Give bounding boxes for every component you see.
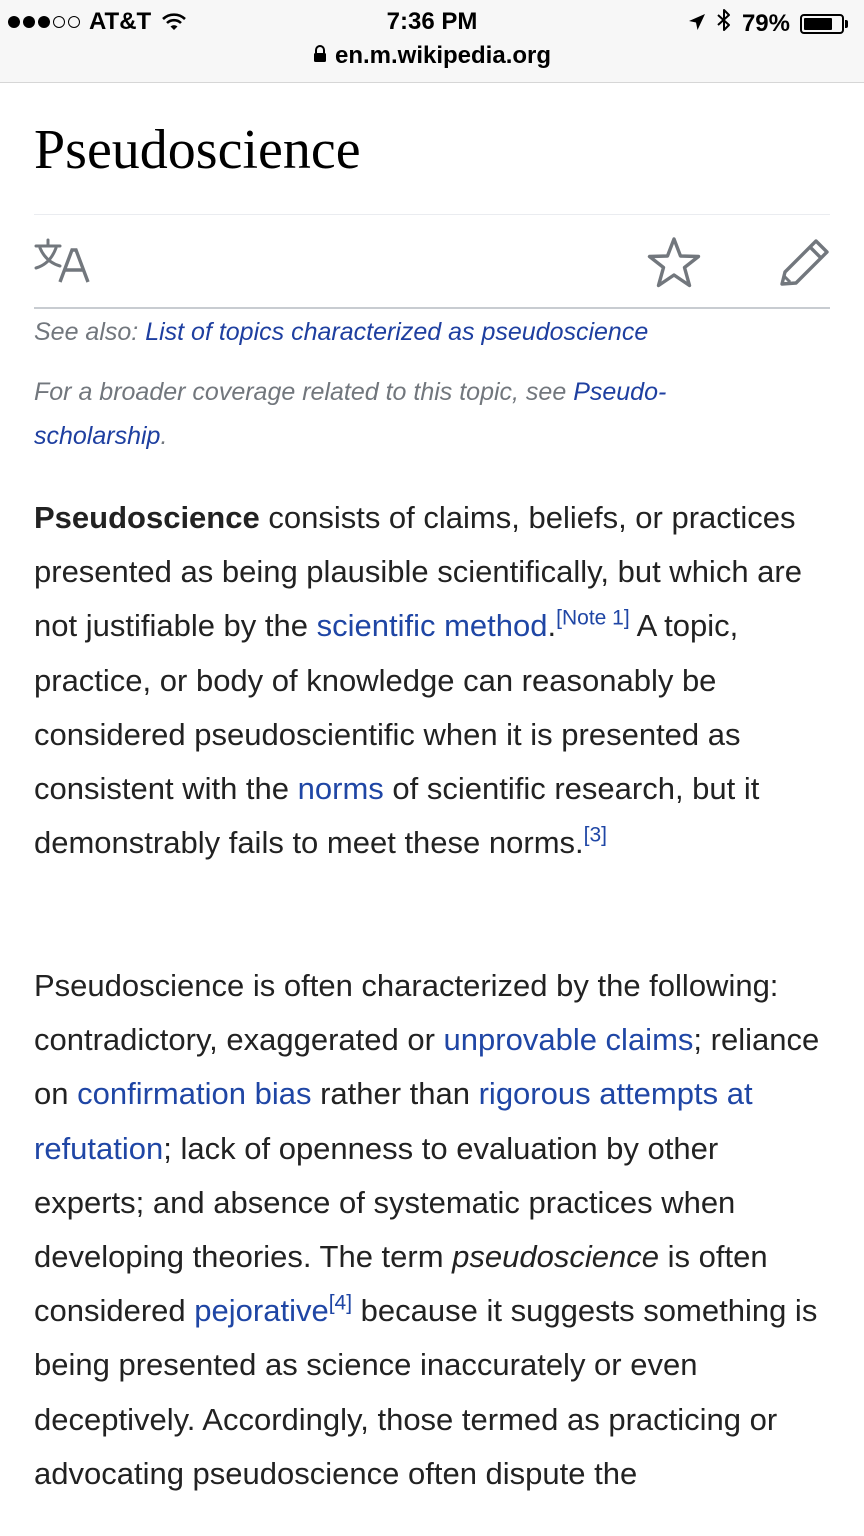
para1-text-1: consists of claims, beliefs, or practices presented as being plausible scientifically, but which are not justifiable by the <box>34 500 802 644</box>
see-also-link[interactable]: List of topics characterized as pseudoscience <box>145 318 649 346</box>
pejorative-link[interactable]: pejorative <box>194 1293 329 1329</box>
title-divider <box>34 214 830 215</box>
see-also-hatnote <box>34 310 830 354</box>
para1-text-4: of scientific research, but it demonstrably fails to meet these norms. <box>34 771 760 861</box>
para2-text-6: because it suggests something is being presented as science inaccurately or even deceptively. Accordingly, those termed as practicing or advocating pseudoscience often dispute the <box>34 1293 818 1491</box>
location-arrow-icon <box>688 10 706 38</box>
page-title: Pseudoscience <box>34 119 361 181</box>
carrier-name: AT&T <box>89 8 152 35</box>
para1-text-3: A topic, practice, or body of knowledge can reasonably be considered pseudoscientific when it is presented as consistent with the <box>34 608 741 807</box>
ref-3[interactable]: [3] <box>583 823 607 847</box>
broader-suffix: . <box>160 422 168 450</box>
norms-link[interactable]: norms <box>297 771 384 807</box>
broader-coverage-hatnote <box>34 370 754 458</box>
battery-percent: 79% <box>741 9 790 37</box>
lock-icon <box>313 42 327 70</box>
unprovable-claims-link[interactable]: unprovable claims <box>443 1022 694 1058</box>
para2-text-3: rather than <box>311 1076 479 1112</box>
ref-4[interactable]: [4] <box>328 1291 353 1315</box>
para2-text-2: ; reliance on <box>34 1022 820 1112</box>
para2-text-4: ; lack of openness to evaluation by other experts; and absence of systematic practices when developing theories. The term <box>34 1130 736 1275</box>
see-also-prefix: See also: <box>34 318 146 346</box>
page-actions <box>34 232 830 292</box>
toolbar-divider <box>34 307 830 309</box>
address-bar[interactable] <box>0 42 864 70</box>
broader-prefix: For a broader coverage related to this topic, see <box>34 378 574 406</box>
clock: 7:36 PM <box>386 8 478 35</box>
lead-paragraph <box>34 491 834 870</box>
para2-text-1: Pseudoscience is often characterized by the following: contradictory, exaggerated or <box>34 968 779 1058</box>
note-1-ref[interactable]: [Note 1] <box>556 607 630 631</box>
term-italic: pseudoscience <box>452 1239 659 1275</box>
para1-text-2: . <box>547 608 557 644</box>
bluetooth-icon <box>716 8 732 39</box>
status-right <box>678 8 848 39</box>
pencil-icon[interactable] <box>776 236 832 295</box>
battery-icon <box>800 14 848 34</box>
confirmation-bias-link[interactable]: confirmation bias <box>77 1076 312 1112</box>
term-bold: Pseudoscience <box>34 500 260 535</box>
translate-icon[interactable] <box>34 238 92 289</box>
para2-text-5: is often considered <box>34 1239 768 1329</box>
second-paragraph <box>34 959 834 1501</box>
url-text: en.m.wikipedia.org <box>334 42 552 69</box>
star-icon[interactable] <box>646 236 702 295</box>
refutation-link[interactable]: rigorous attempts at refutation <box>34 1076 753 1166</box>
scientific-method-link[interactable]: scientific method <box>316 608 548 644</box>
pseudo-scholarship-link[interactable]: Pseudo-scholarship <box>34 378 667 450</box>
status-bar <box>0 0 864 83</box>
